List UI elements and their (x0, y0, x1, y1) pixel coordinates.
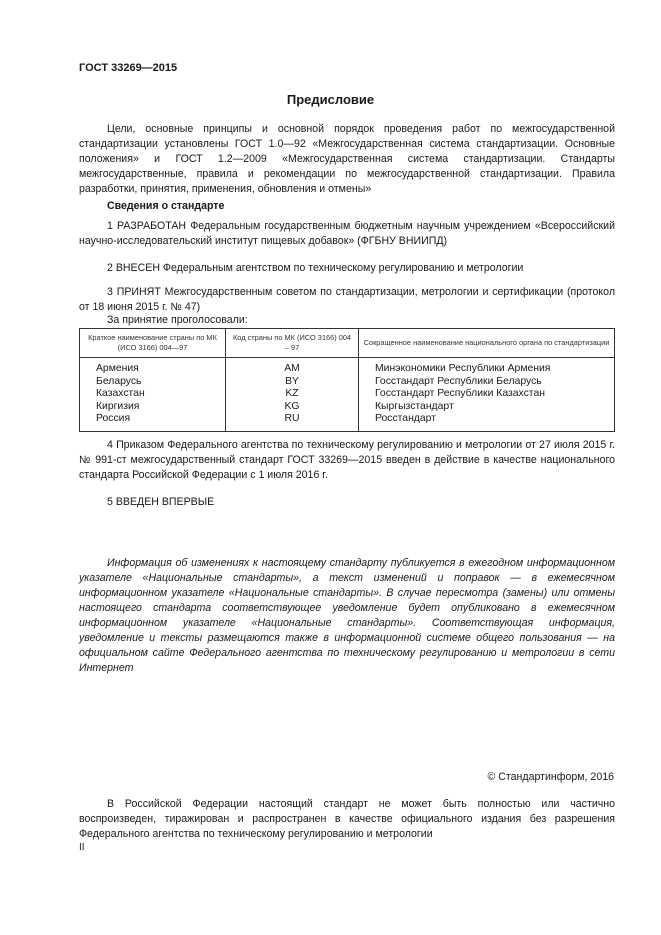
column-header-code: Код страны по МК (ИСО 3166) 004 – 97 (226, 329, 359, 358)
country-cell: Киргизия (80, 401, 226, 414)
organization-cell: Минэкономики Республики Армения (359, 358, 615, 376)
votes-table (79, 328, 615, 432)
code-cell: BY (226, 376, 359, 389)
organization-cell: Госстандарт Республики Беларусь (359, 376, 615, 389)
table-row (80, 401, 615, 414)
organization-cell: Кыргызстандарт (359, 401, 615, 414)
code-cell: RU (226, 413, 359, 431)
country-cell: Россия (80, 413, 226, 431)
code-cell: AM (226, 358, 359, 376)
column-header-organization: Сокращенное наименование национального органа по стандартизации (359, 329, 615, 358)
item-order: 4 Приказом Федерального агентства по техническому регулированию и метрологии от 27 июля 2015 г. № 991-ст межгосударственный стандарт ГОСТ 33269—2015 введен в действие в качестве национального стандарта Российской Федерации с 1 июля 2016 г. (79, 439, 615, 481)
intro-paragraph: Цели, основные принципы и основной порядок проведения работ по межгосударственной стандартизации установлены ГОСТ 1.0—92 «Межгосударственная система стандартизации. Основные положения» и ГОСТ 1.2—2009 «Межгосударственная система стандартизации. Стандарты межгосударственные, правила и рекомендации по межгосударственной стандартизации. Правила разработки, принятия, применения, обновления и отмены» (79, 123, 615, 195)
table-row (80, 376, 615, 389)
section-heading-about: Сведения о стандарте (107, 200, 225, 212)
table-row (80, 413, 615, 431)
organization-cell: Госстандарт Республики Казахстан (359, 388, 615, 401)
organization-cell: Росстандарт (359, 413, 615, 431)
item-developed: 1 РАЗРАБОТАН Федеральным государственным бюджетным научным учреждением «Всероссийский научно-исследовательский институт пищевых добавок» (ФГБНУ ВНИИПД) (79, 220, 615, 247)
table-row (80, 388, 615, 401)
copyright: © Стандартинформ, 2016 (487, 771, 614, 783)
country-cell: Казахстан (80, 388, 226, 401)
table-header-row (80, 329, 615, 358)
document-code: ГОСТ 33269—2015 (79, 62, 178, 74)
page-title: Предисловие (286, 92, 375, 107)
voted-label: За принятие проголосовали: (107, 314, 248, 326)
table-row (80, 358, 615, 376)
legal-notice: В Российской Федерации настоящий стандарт не может быть полностью или частично воспроизведен, тиражирован и распространен в качестве официального издания без разрешения Федерального агентства по техническому регулированию и метрологии (79, 798, 615, 840)
column-header-country: Краткое наименование страны по МК (ИСО 3166) 004—97 (80, 329, 226, 358)
country-cell: Армения (80, 358, 226, 376)
item-adopted: 3 ПРИНЯТ Межгосударственным советом по стандартизации, метрологии и сертификации (протокол от 18 июня 2015 г. № 47) (79, 286, 615, 313)
info-notice: Информация об изменениях к настоящему стандарту публикуется в ежегодном информационном указателе «Национальные стандарты», а текст изменений и поправок — в ежемесячном информационном указателе «Национальные стандарты». В случае пересмотра (замены) или отмены настоящего стандарта соответствующее уведомление будет опубликовано в ежемесячном информационном указателе «Национальные стандарты». Соответствующая информация, уведомление и тексты размещаются также в информационной системе общего пользования — на официальном сайте Федерального агентства по техническому регулированию и метрологии в сети Интернет (79, 557, 615, 674)
code-cell: KZ (226, 388, 359, 401)
code-cell: KG (226, 401, 359, 414)
country-cell: Беларусь (80, 376, 226, 389)
item-introduced: 2 ВНЕСЕН Федеральным агентством по техническому регулированию и метрологии (107, 262, 524, 274)
page-number: II (79, 842, 85, 853)
item-first-time: 5 ВВЕДЕН ВПЕРВЫЕ (107, 496, 215, 508)
